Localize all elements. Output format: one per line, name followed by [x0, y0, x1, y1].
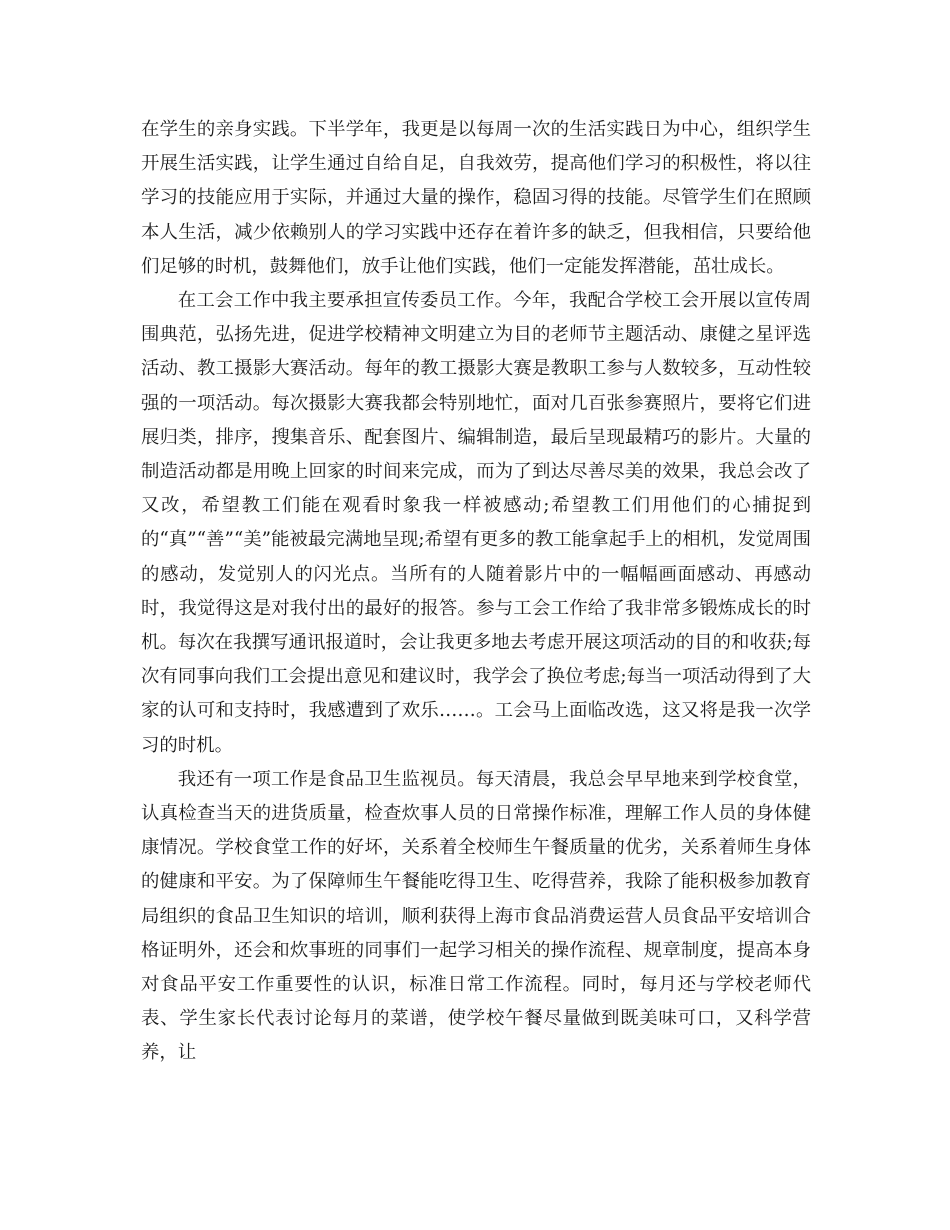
- document-body: [141, 113, 811, 1071]
- paragraph-union-work: 在工会工作中我主要承担宣传委员工作。今年，我配合学校工会开展以宣传周围典范，弘扬先进，促进学校精神文明建立为目的老师节主题活动、康健之星评选活动、教工摄影大赛活动。每年的教工摄影大赛是教职工参与人数较多，互动性较强的一项活动。每次摄影大赛我都会特别地忙，面对几百张参赛照片，要将它们进展归类，排序，搜集音乐、配套图片、编辑制造，最后呈现最精巧的影片。大量的制造活动都是用晚上回家的时间来完成，而为了到达尽善尽美的效果，我总会改了又改，希望教工们能在观看时象我一样被感动;希望教工们用他们的心捕捉到的“真”“善”“美”能被最完满地呈现;希望有更多的教工能拿起手上的相机，发觉周围的感动，发觉别人的闪光点。当所有的人随着影片中的一幅幅画面感动、再感动时，我觉得这是对我付出的最好的报答。参与工会工作给了我非常多锻炼成长的时机。每次在我撰写通讯报道时，会让我更多地去考虑开展这项活动的目的和收获;每次有同事向我们工会提出意见和建议时，我学会了换位考虑;每当一项活动得到了大家的认可和支持时，我感遭到了欢乐……。工会马上面临改选，这又将是我一次学习的时机。: [141, 290, 811, 756]
- paragraph-life-practice: 在学生的亲身实践。下半学年，我更是以每周一次的生活实践日为中心，组织学生开展生活实践，让学生通过自给自足，自我效劳，提高他们学习的积极性，将以往学习的技能应用于实际，并通过大量的操作，稳固习得的技能。尽管学生们在照顾本人生活，减少依赖别人的学习实践中还存在着许多的缺乏，但我相信，只要给他们足够的时机，鼓舞他们，放手让他们实践，他们一定能发挥潜能，茁壮成长。: [141, 119, 811, 277]
- paragraph-food-hygiene: 我还有一项工作是食品卫生监视员。每天清晨，我总会早早地来到学校食堂，认真检查当天的进货质量，检查炊事人员的日常操作标准，理解工作人员的身体健康情况。学校食堂工作的好坏，关系着全校师生午餐质量的优劣，关系着师生身体的健康和平安。为了保障师生午餐能吃得卫生、吃得营养，我除了能积极参加教育局组织的食品卫生知识的培训，顺利获得上海市食品消费运营人员食品平安培训合格证明外，还会和炊事班的同事们一起学习相关的操作流程、规章制度，提高本身对食品平安工作重要性的认识，标准日常工作流程。同时，每月还与学校老师代表、学生家长代表讨论每月的菜谱，使学校午餐尽量做到既美味可口，又科学营养，让: [141, 768, 811, 1064]
